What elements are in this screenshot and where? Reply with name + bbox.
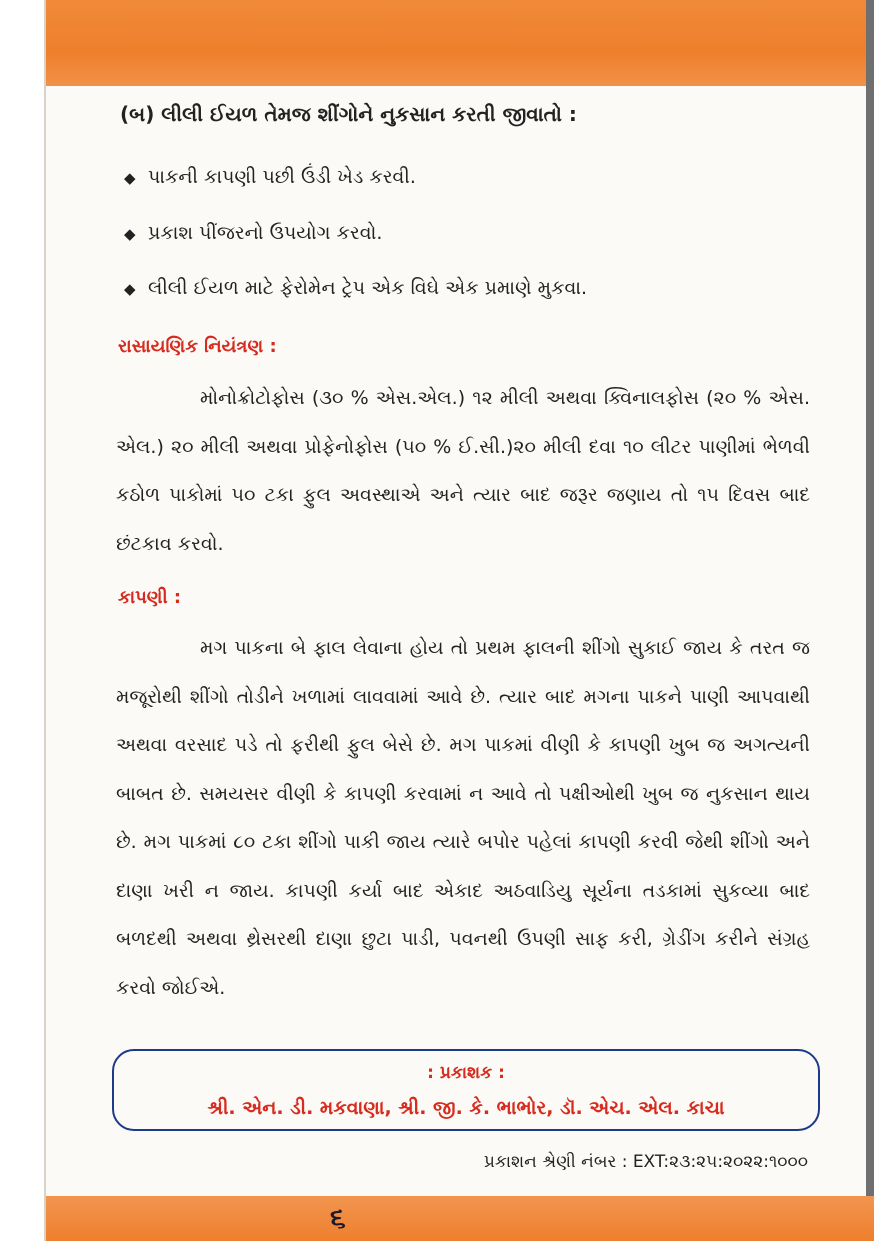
harvest-title: કાપણી : [118,587,182,608]
bullet-item [124,222,382,244]
bullet-item [124,166,416,188]
section-heading-b: (બ) લીલી ઈયળ તેમજ શીંગોને નુકસાન કરતી જીવાતો : [120,102,577,126]
bullet-item [124,277,587,299]
top-orange-band [46,0,874,86]
publisher-box [112,1049,820,1131]
publisher-label: : પ્રકાશક : [427,1063,505,1083]
bullet-diamond-icon: ◆ [124,225,136,243]
chemical-control-title: રાસાયણિક નિયંત્રણ : [118,336,277,357]
page-left-margin [0,0,46,1241]
bullet-text: પાકની કાપણી પછી ઉંડી ખેડ કરવી. [148,166,416,188]
right-scan-edge [866,0,874,1241]
publication-series-number: પ્રકાશન શ્રેણી નંબર : EXT:૨૩:૨૫:૨૦૨૨:૧૦૦૦ [483,1152,808,1172]
bullet-text: પ્રકાશ પીંજરનો ઉપયોગ કરવો. [148,222,383,244]
binding-edge-line [44,0,46,1241]
harvest-paragraph: મગ પાકના બે ફાલ લેવાના હોય તો પ્રથમ ફાલની શીંગો સુકાઈ જાય કે તરત જ મજૂરોથી શીંગો તોડીને ખળામાં લાવવામાં આવે છે. ત્યાર બાદ મગના પાકને પાણી આપવાથી અથવા વરસાદ પડે તો ફરીથી ફુલ બેસે છે. મગ પાકમાં વીણી કે કાપણી ખુબ જ અગત્યની બાબત છે. સમયસર વીણી કે કાપણી કરવામાં ન આવે તો પક્ષીઓથી ખુબ જ નુકસાન થાય છે. મગ પાકમાં ૮૦ ટકા શીંગો પાકી જાય ત્યારે બપોર પહેલાં કાપણી કરવી જેથી શીંગો અને દાણા ખરી ન જાય. કાપણી કર્યા બાદ એકાદ અઠવાડિયુ સૂર્યના તડકામાં સુકવ્યા બાદ બળદથી અથવા થ્રેસરથી દાણા છુટા પાડી, પવનથી ઉપણી સાફ કરી, ગ્રેડીંગ કરીને સંગ્રહ કરવો જોઈએ. [116,637,810,999]
bullet-text: લીલી ઈયળ માટે ફેરોમેન ટ્રેપ એક વિઘે એક પ્રમાણે મુકવા. [148,277,588,299]
chemical-control-paragraph: મોનોક્રોટોફોસ (૩૦ % એસ.એલ.) ૧૨ મીલી અથવા ક્વિનાલફોસ (૨૦ % એસ. એલ.) ૨૦ મીલી અથવા પ્રોફેનોફોસ (૫૦ % ઈ.સી.)૨૦ મીલી દવા ૧૦ લીટર પાણીમાં ભેળવી કઠોળ પાકોમાં ૫૦ ટકા ફુલ અવસ્થાએ અને ત્યાર બાદ જરૂર જણાય તો ૧૫ દિવસ બાદ છંટકાવ કરવો. [116,387,810,555]
bottom-orange-band [46,1196,874,1241]
page-number: ૬ [330,1201,346,1234]
publisher-names: શ્રી. એન. ડી. મકવાણા, શ્રી. જી. કે. ભાભોર, ડૉ. એચ. એલ. કાચા [207,1097,725,1119]
bullet-diamond-icon: ◆ [124,280,136,298]
bullet-diamond-icon: ◆ [124,169,136,187]
